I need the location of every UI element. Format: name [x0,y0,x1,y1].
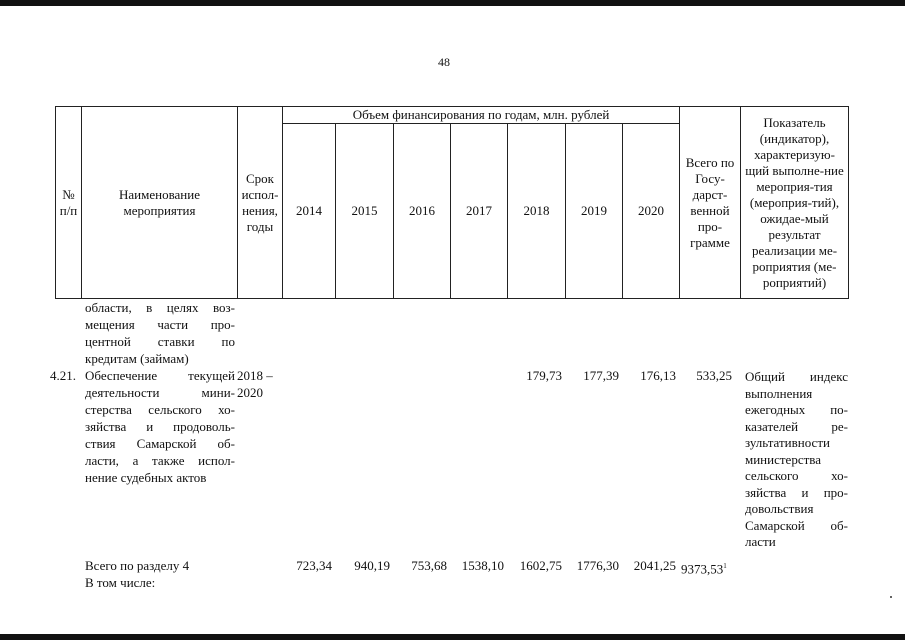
header-term: Срок испол-нения, годы [241,170,279,234]
header-year: 2019 [581,203,607,218]
row-term-line: 2018 – [237,368,273,383]
total-value-2014: 723,34 [296,558,332,573]
row-name-line: ствия Самарской об- [85,436,235,451]
total-value-2018: 1602,75 [519,558,562,573]
scan-speck [890,596,892,598]
indicator-line: Общий индекс [745,369,848,384]
indicator-line: Самарской об- [745,517,848,533]
indicator-line: зяйства и про- [745,484,848,500]
header-bottom-line [55,298,848,299]
row-value-2020: 176,13 [640,368,676,383]
indicator-line: довольствия [745,501,814,516]
row-name-line: деятельности мини- [85,385,235,400]
total-program-number: 9373,53 [681,561,724,577]
header-year: 2014 [296,203,322,218]
total-value-2020: 2041,25 [633,558,676,573]
total-value-2016: 753,68 [411,558,447,573]
page-number: 48 [438,55,450,69]
row-value-total: 533,25 [696,368,732,383]
indicator-line: министерства [745,451,822,467]
header-year: 2020 [638,203,664,218]
row-name-line: стерства сельского хо- [85,402,235,417]
row-name-line: ласти, а также испол- [85,453,235,468]
row-number: 4.21. [50,368,76,383]
header-indicator: Показатель (индикатор), характеризую-щий выполне-ние мероприя-тия (мероприя-тий), ожидае-мый результат реализации ме-роприятия (ме-роприятий) [745,114,844,290]
continued-line: мещения части про- [85,317,235,332]
header-name: Наименование мероприятия [119,186,200,218]
total-value-2015: 940,19 [354,558,390,573]
row-value-2018: 179,73 [526,368,562,383]
header-year: 2015 [351,203,378,218]
total-value-program [681,558,727,578]
header-year: 2016 [409,203,435,218]
bottom-border [0,634,905,640]
row-indicator [745,369,848,551]
header-year: 2018 [523,203,550,218]
top-border [0,0,905,6]
header-funding: Объем финансирования по годам, млн. рублей [352,107,610,122]
indicator-line: сельского хо- [745,468,848,483]
row-name-line: нение судебных актов [85,470,207,485]
indicator-line: казателей ре- [745,418,848,434]
row-term-line: 2020 [237,385,263,400]
header-year: 2017 [466,203,492,218]
col-line [848,106,849,299]
continued-line: области, в целях воз- [85,300,235,315]
total-value-2017: 1538,10 [461,558,504,573]
indicator-line: ласти [745,534,776,549]
total-label: Всего по разделу 4 [85,558,190,573]
continued-line: центной ставки по [85,334,235,349]
header-num: № п/п [59,186,78,218]
total-sublabel: В том числе: [85,575,156,590]
total-value-2019: 1776,30 [576,558,619,573]
row-value-2019: 177,39 [583,368,619,383]
indicator-line: зультативности [745,435,830,450]
row-name-line: зяйства и продоволь- [85,419,235,434]
indicator-line: ежегодных по- [745,402,848,417]
continued-line: кредитам (займам) [85,351,189,366]
header-total: Всего по Госу-дарст-венной про-грамме [685,154,735,250]
footnote-marker: 1 [723,562,727,570]
indicator-line: выполнения [745,385,813,401]
row-name-line: Обеспечение текущей [85,368,235,383]
